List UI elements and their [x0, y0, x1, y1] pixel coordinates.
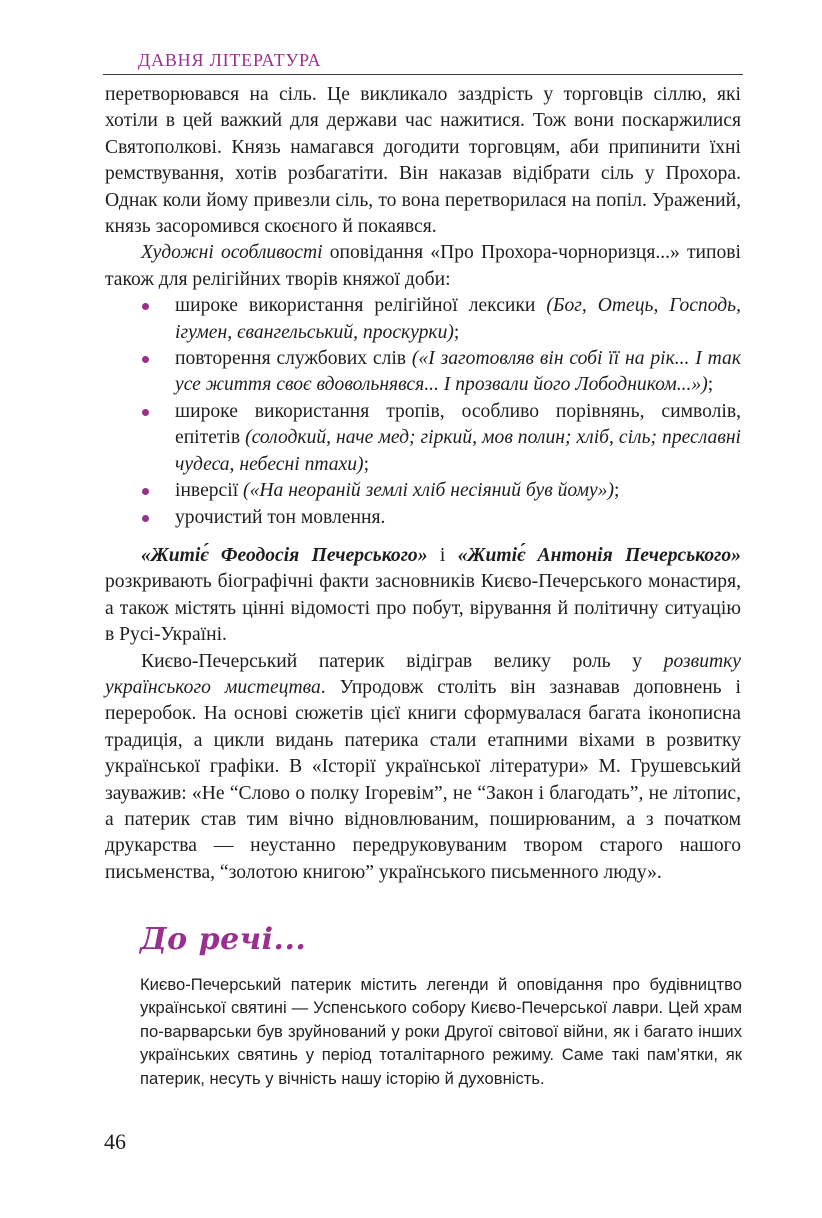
main-text — [105, 82, 741, 886]
work-title: «Житіє́ Феодосія Печерського» — [141, 544, 428, 566]
list-item — [105, 346, 741, 399]
aside-title: До речі... — [140, 922, 307, 957]
list-item-example: («І заготовляв він собі її на рік... І так усе життя своє вдовольнявся... І прозвали його Лободником...») — [175, 348, 741, 396]
bullet-icon — [142, 303, 149, 310]
list-item-example: (Бог, Отець, Господь, ігумен, євангельський, проскурки) — [175, 295, 741, 343]
features-list — [105, 293, 741, 531]
conjunction: і — [427, 544, 458, 566]
bullet-icon — [142, 356, 149, 363]
page-number: 46 — [104, 1129, 126, 1154]
list-item-example: («На неораній землі хліб несіяний був йому») — [243, 480, 614, 502]
emphasis-term: Художні особливості — [141, 242, 323, 264]
bullet-icon — [142, 409, 149, 416]
list-item-tail: ; — [707, 374, 714, 396]
paragraph-4-text: Києво-Печерський патерик відіграв велику роль у — [141, 650, 664, 672]
list-item-text: урочистий тон мовлення. — [175, 506, 386, 528]
paragraph-3 — [105, 543, 741, 649]
paragraph-2 — [105, 240, 741, 293]
bullet-icon — [142, 488, 149, 495]
aside-text: Києво-Печерський патерик містить легенди й оповідання про будівництво української святині — Успенського собору Києво-Печерської лаври. Цей храм по-варварськи був зруйнований у роки Другої світової війни, як і багато інших українських святинь у період тоталітарного режиму. Саме такі пам’ятки, як патерик, несуть у вічність нашу історію й духовність. — [140, 975, 742, 1088]
paragraph-4 — [105, 649, 741, 887]
running-header — [103, 50, 743, 75]
bullet-icon — [142, 515, 149, 522]
list-item-tail: ; — [614, 480, 620, 502]
emphasis-term: розвитку українського мистецтва — [105, 650, 741, 698]
list-item — [105, 505, 741, 531]
list-item-tail: ; — [363, 453, 370, 475]
list-item-text: повторення службових слів — [175, 348, 412, 370]
list-item-text: широке використання тропів, особливо порівнянь, символів, епітетів — [175, 400, 741, 449]
work-title: «Житіє́ Антонія Печерського» — [457, 544, 741, 566]
paragraph-4-text: . Упродовж століть він зазнавав доповнень і переробок. На основі сюжетів цієї книги сформувалася багата іконописна традиція, а цикли видань патерика стали етапними віхами в розвитку української графіки. В «Історії української літератури» М. Грушевський зауважив: «Не “Слово о полку Ігоревім”, не “Закон і благодать”, не літопис, а патерик став тим вічно відновлюваним, поширюваним, а з початком друкарства — неустанно передруковуваним твором старого нашого письменства, “золотою книгою” українського письменного люду». — [105, 676, 741, 883]
paragraph-3-text: розкривають біографічні факти засновників Києво-Печерського монастиря, а також містять цінні відомості про побут, вірування й політичну ситуацію в Русі-Україні. — [105, 571, 741, 646]
paragraph-2-text: оповідання «Про Прохора-чорноризця...» типові також для релігійних творів княжої доби: — [105, 242, 741, 290]
list-item-text: інверсії — [175, 480, 244, 502]
list-item-text: широке використання релігійної лексики — [175, 295, 547, 317]
paragraph-1: перетворювався на сіль. Це викликало заздрість у торговців сіллю, які хотіли в цей важкий для держави час нажитися. Тож вони поскаржилися Святополкові. Князь намагався догодити торговцям, аби припинити їхні ремствування, хотів розбагатіти. Він наказав відібрати сіль у Прохора. Однак коли йому привезли сіль, то вона перетворилася на попіл. Уражений, князь засоромився скоєного й покаявся. — [105, 84, 741, 238]
list-item — [105, 293, 741, 346]
section-title: ДАВНЯ ЛІТЕРАТУРА — [138, 50, 322, 70]
list-item — [105, 478, 741, 504]
list-item-tail: ; — [453, 321, 460, 343]
list-item-example: (солодкий, наче мед; гіркий, мов полин; хліб, сіль; преславні чудеса, небесні птахи) — [175, 427, 742, 475]
list-item — [105, 399, 741, 478]
